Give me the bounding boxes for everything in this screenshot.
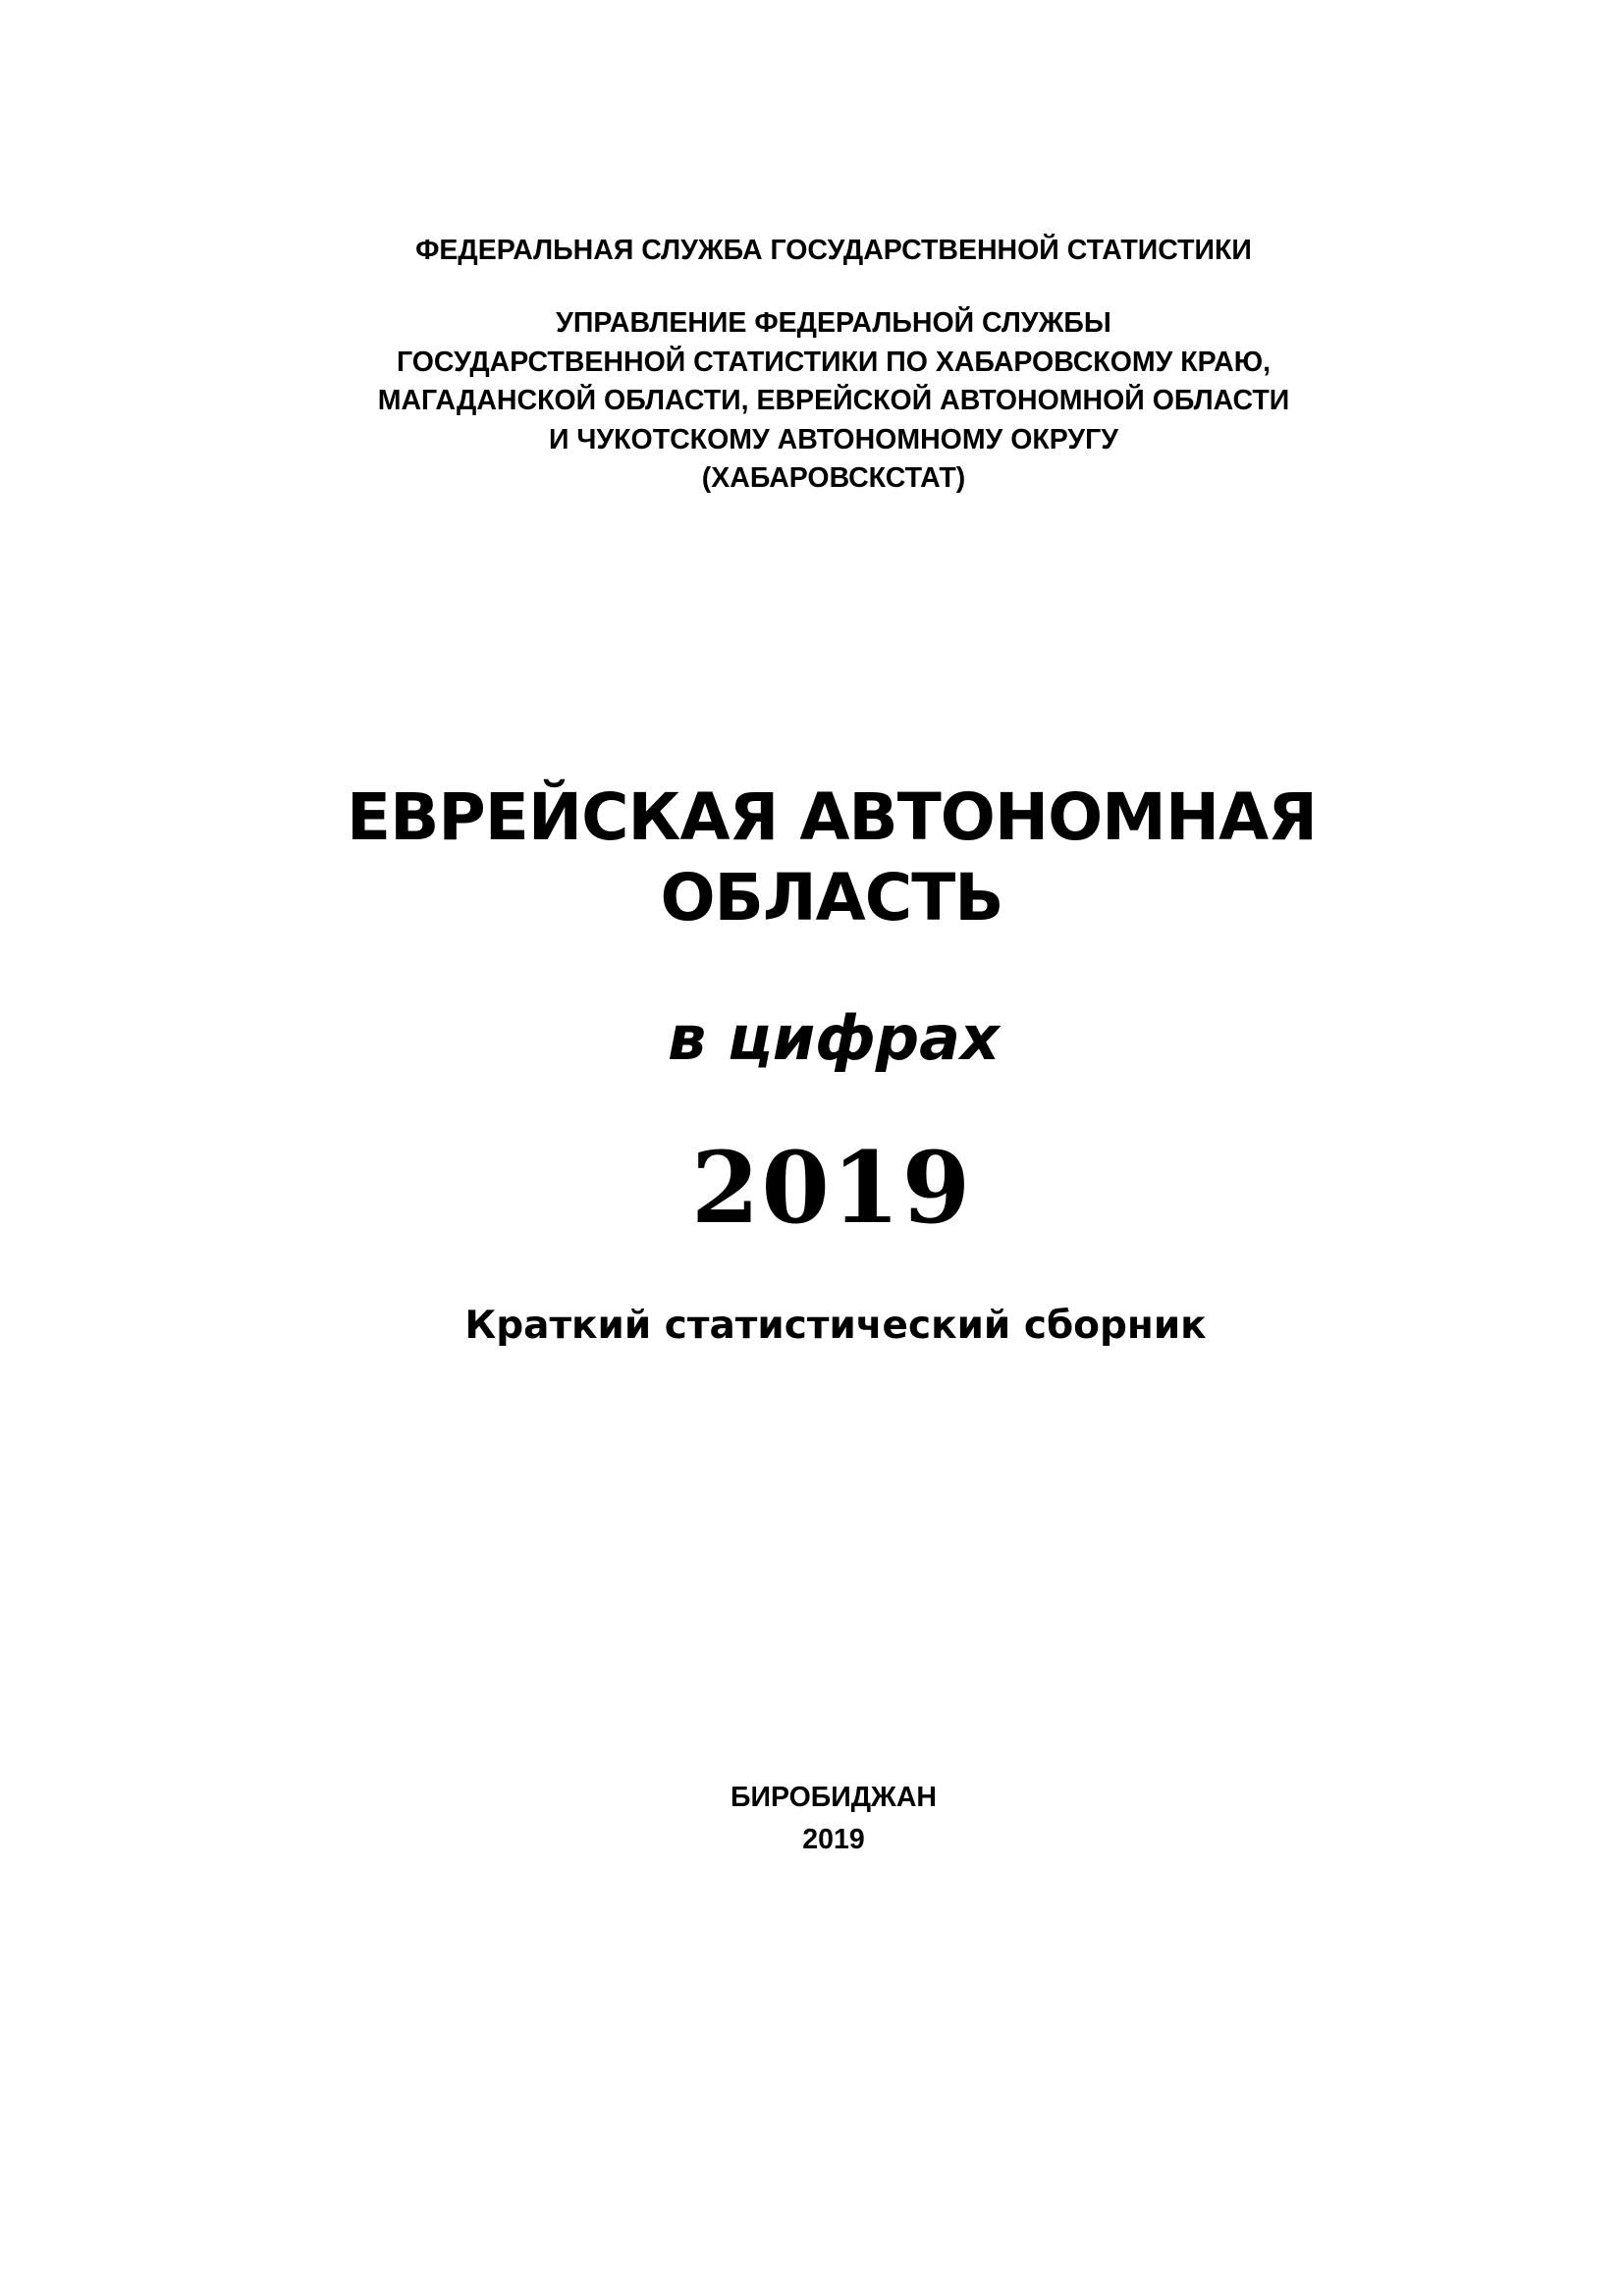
agency-name [22, 234, 1624, 267]
department-abbreviation: (ХАБАРОВСКСТАТ) [701, 462, 966, 494]
edition-year [20, 1129, 1624, 1247]
edition-year-text: 2019 [690, 1130, 973, 1246]
title-line-2: ОБЛАСТЬ [660, 860, 1003, 935]
publication-city: БИРОБИДЖАН [731, 1782, 937, 1813]
collection-type [24, 1302, 1624, 1351]
publication-year: 2019 [802, 1824, 865, 1855]
title-line-1: ЕВРЕЙСКАЯ АВТОНОМНАЯ [346, 779, 1317, 855]
publication-place [22, 1777, 1624, 1861]
agency-name-text: ФЕДЕРАЛЬНАЯ СЛУЖБА ГОСУДАРСТВЕННОЙ СТАТИСТИКИ [415, 235, 1252, 266]
department-line-3: МАГАДАНСКОЙ ОБЛАСТИ, ЕВРЕЙСКОЙ АВТОНОМНОЙ ОБЛАСТИ [377, 385, 1290, 416]
collection-type-text: Краткий статистический сборник [464, 1304, 1207, 1348]
subtitle-text: в цифрах [668, 1002, 1000, 1074]
department-line-2: ГОСУДАРСТВЕННОЙ СТАТИСТИКИ ПО ХАБАРОВСКОМУ КРАЮ, [396, 346, 1272, 378]
department-name [22, 304, 1624, 499]
document-subtitle [22, 999, 1624, 1078]
document-title [20, 777, 1624, 938]
department-line-1: УПРАВЛЕНИЕ ФЕДЕРАЛЬНОЙ СЛУЖБЫ [556, 307, 1111, 339]
department-line-4: И ЧУКОТСКОМУ АВТОНОМНОМУ ОКРУГУ [548, 423, 1119, 455]
